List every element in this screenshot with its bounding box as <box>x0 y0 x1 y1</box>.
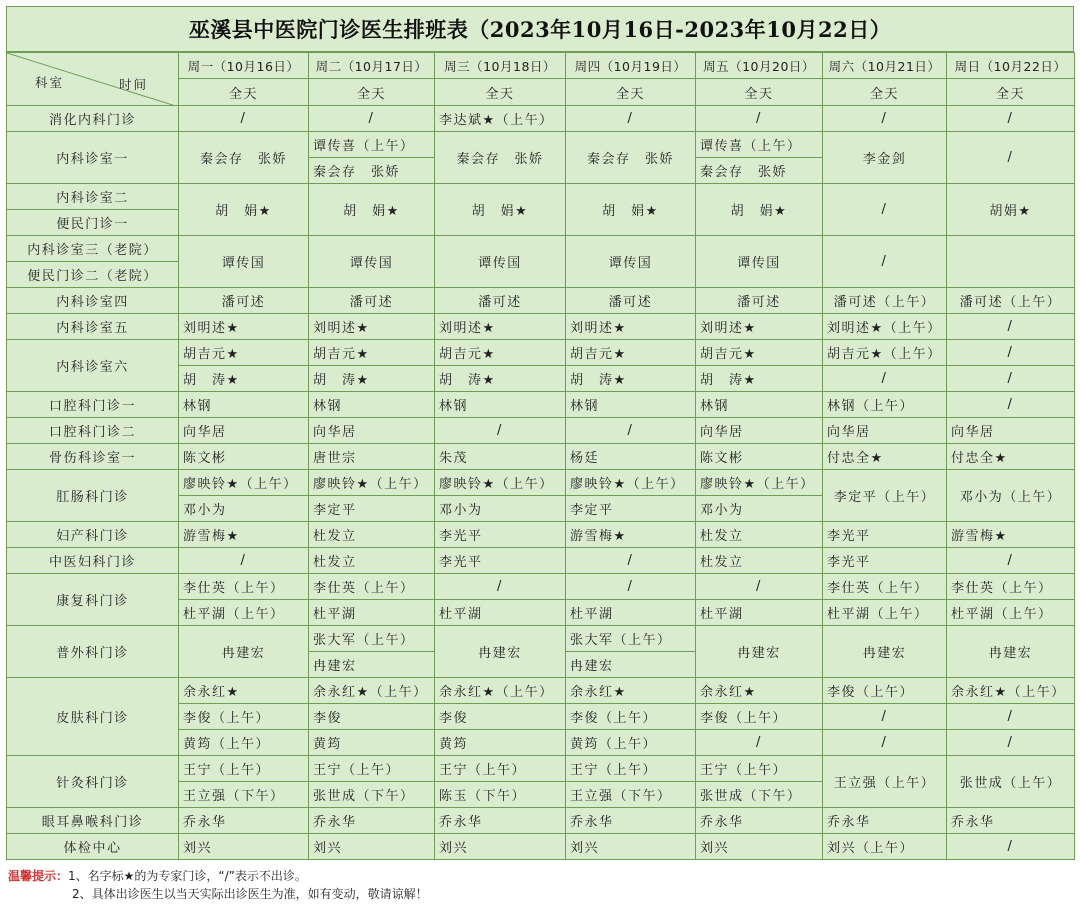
cell-gc_a-wed: 廖映铃★（上午） <box>435 470 566 496</box>
cell-tj-fri: 刘兴 <box>696 834 823 860</box>
cell-pf_a-wed: 余永红★（上午） <box>435 678 566 704</box>
cell-kq2-sun: 向华居 <box>947 418 1075 444</box>
cell-zyfk-sun: / <box>947 548 1075 574</box>
dept-nk2: 内科诊室二 <box>7 184 179 210</box>
period-header-thu: 全天 <box>566 79 696 106</box>
cell-nk4-thu: 潘可述 <box>566 288 696 314</box>
cell-nk5-tue: 刘明述★ <box>309 314 435 340</box>
dept-ebh: 眼耳鼻喉科门诊 <box>7 808 179 834</box>
cell-nk6_b-mon: 胡 涛★ <box>179 366 309 392</box>
cell-tj-sun: / <box>947 834 1075 860</box>
cell-gc_b-tue: 李定平 <box>309 496 435 522</box>
period-header-wed: 全天 <box>435 79 566 106</box>
cell-zj_b-mon: 王立强（下午） <box>179 782 309 808</box>
dept-bm1: 便民门诊一 <box>7 210 179 236</box>
cell-nk6_a-sun: / <box>947 340 1075 366</box>
cell-nk6_b-wed: 胡 涛★ <box>435 366 566 392</box>
cell-gc-sat: 李定平（上午） <box>823 470 947 522</box>
cell-zj_a-tue: 王宁（上午） <box>309 756 435 782</box>
note-text-1: 1、名字标★的为专家门诊，“/”表示不出诊。 <box>68 869 307 883</box>
dept-fc: 妇产科门诊 <box>7 522 179 548</box>
cell-kf_b-mon: 杜平湖（上午） <box>179 600 309 626</box>
table-row <box>7 184 1075 210</box>
cell-zyfk-fri: 杜发立 <box>696 548 823 574</box>
cell-fc-fri: 杜发立 <box>696 522 823 548</box>
cell-nk2-thu: 胡 娟★ <box>566 184 696 236</box>
cell-zyfk-tue: 杜发立 <box>309 548 435 574</box>
period-header-fri: 全天 <box>696 79 823 106</box>
day-header-thu: 周四（10月19日） <box>566 53 696 79</box>
note-line-1 <box>8 867 1074 885</box>
cell-nk6_b-fri: 胡 涛★ <box>696 366 823 392</box>
cell-nk1-mon: 秦会存 张娇 <box>179 132 309 184</box>
cell-zj_a-wed: 王宁（上午） <box>435 756 566 782</box>
cell-fc-sat: 李光平 <box>823 522 947 548</box>
cell-nk1-sat: 李金剑 <box>823 132 947 184</box>
cell-kf_b-sun: 杜平湖（上午） <box>947 600 1075 626</box>
cell-ebh-tue: 乔永华 <box>309 808 435 834</box>
diagonal-line <box>7 53 179 106</box>
table-row <box>7 288 1075 314</box>
cell-kq1-mon: 林钢 <box>179 392 309 418</box>
cell-nk3-thu: 谭传国 <box>566 236 696 288</box>
cell-nk1-tue-b: 秦会存 张娇 <box>309 158 435 184</box>
cell-ebh-sat: 乔永华 <box>823 808 947 834</box>
cell-nk5-wed: 刘明述★ <box>435 314 566 340</box>
cell-gs-sat: 付忠全★ <box>823 444 947 470</box>
cell-nk5-sun: / <box>947 314 1075 340</box>
period-header-mon: 全天 <box>179 79 309 106</box>
dept-nk4: 内科诊室四 <box>7 288 179 314</box>
cell-r1-sat: / <box>823 106 947 132</box>
cell-pf_b-wed: 李俊 <box>435 704 566 730</box>
table-row <box>7 834 1075 860</box>
period-header-sun: 全天 <box>947 79 1075 106</box>
cell-zj_b-thu: 王立强（下午） <box>566 782 696 808</box>
cell-nk5-sat: 刘明述★（上午） <box>823 314 947 340</box>
cell-pf_a-thu: 余永红★ <box>566 678 696 704</box>
cell-ebh-sun: 乔永华 <box>947 808 1075 834</box>
cell-gc_a-fri: 廖映铃★（上午） <box>696 470 823 496</box>
cell-zj_b-tue: 张世成（下午） <box>309 782 435 808</box>
cell-kf_a-sun: 李仕英（上午） <box>947 574 1075 600</box>
schedule-table <box>6 52 1075 860</box>
cell-kq2-thu: / <box>566 418 696 444</box>
cell-zyfk-wed: 李光平 <box>435 548 566 574</box>
cell-kq1-sat: 林钢（上午） <box>823 392 947 418</box>
cell-pf_b-sat: / <box>823 704 947 730</box>
table-row <box>7 418 1075 444</box>
cell-kq2-tue: 向华居 <box>309 418 435 444</box>
day-header-wed: 周三（10月18日） <box>435 53 566 79</box>
cell-pf_b-thu: 李俊（上午） <box>566 704 696 730</box>
cell-fc-sun: 游雪梅★ <box>947 522 1075 548</box>
table-row <box>7 236 1075 262</box>
cell-pw-tue-a: 张大军（上午） <box>309 626 435 652</box>
cell-nk4-mon: 潘可述 <box>179 288 309 314</box>
day-header-fri: 周五（10月20日） <box>696 53 823 79</box>
cell-ebh-mon: 乔永华 <box>179 808 309 834</box>
dept-gc: 肛肠科门诊 <box>7 470 179 522</box>
table-row <box>7 574 1075 600</box>
cell-pf_c-mon: 黄筠（上午） <box>179 730 309 756</box>
dept-pw: 普外科门诊 <box>7 626 179 678</box>
cell-zyfk-thu: / <box>566 548 696 574</box>
cell-pf_a-sun: 余永红★（上午） <box>947 678 1075 704</box>
cell-fc-thu: 游雪梅★ <box>566 522 696 548</box>
cell-tj-thu: 刘兴 <box>566 834 696 860</box>
table-row <box>7 470 1075 496</box>
table-row <box>7 340 1075 366</box>
cell-nk4-fri: 潘可述 <box>696 288 823 314</box>
table-row <box>7 756 1075 782</box>
cell-nk3-fri: 谭传国 <box>696 236 823 288</box>
cell-pf_c-sat: / <box>823 730 947 756</box>
cell-zyfk-mon: / <box>179 548 309 574</box>
dept-bm2: 便民门诊二（老院） <box>7 262 179 288</box>
table-row <box>7 522 1075 548</box>
cell-nk3-sun <box>947 236 1075 288</box>
cell-nk1-wed: 秦会存 张娇 <box>435 132 566 184</box>
cell-gc_b-thu: 李定平 <box>566 496 696 522</box>
cell-nk2-fri: 胡 娟★ <box>696 184 823 236</box>
cell-nk6_a-thu: 胡吉元★ <box>566 340 696 366</box>
dept-zj: 针灸科门诊 <box>7 756 179 808</box>
table-row <box>7 444 1075 470</box>
cell-kq2-mon: 向华居 <box>179 418 309 444</box>
cell-pw-tue-b: 冉建宏 <box>309 652 435 678</box>
cell-pw-fri: 冉建宏 <box>696 626 823 678</box>
period-header-sat: 全天 <box>823 79 947 106</box>
period-header-tue: 全天 <box>309 79 435 106</box>
cell-gc_a-thu: 廖映铃★（上午） <box>566 470 696 496</box>
cell-nk6_a-tue: 胡吉元★ <box>309 340 435 366</box>
table-row <box>7 808 1075 834</box>
note-line-2: 2、具体出诊医生以当天实际出诊医生为准，如有变动，敬请谅解！ <box>72 887 428 901</box>
cell-ebh-wed: 乔永华 <box>435 808 566 834</box>
cell-pw-thu-a: 张大军（上午） <box>566 626 696 652</box>
cell-kf_a-wed: / <box>435 574 566 600</box>
cell-kq1-thu: 林钢 <box>566 392 696 418</box>
cell-zyfk-sat: 李光平 <box>823 548 947 574</box>
cell-r1-wed: 李达斌★（上午） <box>435 106 566 132</box>
cell-gs-thu: 杨廷 <box>566 444 696 470</box>
cell-pf_a-fri: 余永红★ <box>696 678 823 704</box>
cell-fc-wed: 李光平 <box>435 522 566 548</box>
dept-nk6: 内科诊室六 <box>7 340 179 392</box>
cell-gc_b-wed: 邓小为 <box>435 496 566 522</box>
cell-nk5-fri: 刘明述★ <box>696 314 823 340</box>
cell-kq2-sat: 向华居 <box>823 418 947 444</box>
cell-zj_b-wed: 陈玉（下午） <box>435 782 566 808</box>
dept-nk3: 内科诊室三（老院） <box>7 236 179 262</box>
cell-pf_c-wed: 黄筠 <box>435 730 566 756</box>
cell-nk4-tue: 潘可述 <box>309 288 435 314</box>
cell-nk4-wed: 潘可述 <box>435 288 566 314</box>
cell-zj-sun: 张世成（上午） <box>947 756 1075 808</box>
cell-pf_b-sun: / <box>947 704 1075 730</box>
notes-label: 温馨提示： <box>8 869 69 883</box>
corner-time-label: 时间 <box>119 77 149 92</box>
cell-gs-mon: 陈文彬 <box>179 444 309 470</box>
dept-nk1: 内科诊室一 <box>7 132 179 184</box>
cell-gc_a-mon: 廖映铃★（上午） <box>179 470 309 496</box>
table-row <box>7 392 1075 418</box>
cell-pf_b-fri: 李俊（上午） <box>696 704 823 730</box>
dept-kf: 康复科门诊 <box>7 574 179 626</box>
table-row <box>7 548 1075 574</box>
cell-nk3-mon: 谭传国 <box>179 236 309 288</box>
dept-pf: 皮肤科门诊 <box>7 678 179 756</box>
cell-kf_a-fri: / <box>696 574 823 600</box>
dept-kq2: 口腔科门诊二 <box>7 418 179 444</box>
table-row <box>7 678 1075 704</box>
cell-nk1-fri-b: 秦会存 张娇 <box>696 158 823 184</box>
cell-kf_b-fri: 杜平湖 <box>696 600 823 626</box>
cell-pw-sun: 冉建宏 <box>947 626 1075 678</box>
cell-nk1-sun: / <box>947 132 1075 184</box>
notes <box>8 867 1074 903</box>
cell-pf_c-sun: / <box>947 730 1075 756</box>
cell-pw-mon: 冉建宏 <box>179 626 309 678</box>
cell-pf_c-tue: 黄筠 <box>309 730 435 756</box>
cell-fc-tue: 杜发立 <box>309 522 435 548</box>
cell-nk6_b-sun: / <box>947 366 1075 392</box>
cell-kq2-fri: 向华居 <box>696 418 823 444</box>
cell-nk1-thu: 秦会存 张娇 <box>566 132 696 184</box>
dept-gs: 骨伤科诊室一 <box>7 444 179 470</box>
dept-zyfk: 中医妇科门诊 <box>7 548 179 574</box>
cell-kq1-tue: 林钢 <box>309 392 435 418</box>
day-header-tue: 周二（10月17日） <box>309 53 435 79</box>
cell-nk5-thu: 刘明述★ <box>566 314 696 340</box>
cell-kq2-wed: / <box>435 418 566 444</box>
dept-nk5: 内科诊室五 <box>7 314 179 340</box>
cell-r1-fri: / <box>696 106 823 132</box>
cell-fc-mon: 游雪梅★ <box>179 522 309 548</box>
cell-nk6_a-fri: 胡吉元★ <box>696 340 823 366</box>
cell-nk2-sat: / <box>823 184 947 236</box>
cell-kq1-sun: / <box>947 392 1075 418</box>
cell-gs-tue: 唐世宗 <box>309 444 435 470</box>
cell-pf_a-tue: 余永红★（上午） <box>309 678 435 704</box>
cell-pf_c-fri: / <box>696 730 823 756</box>
cell-kf_a-tue: 李仕英（上午） <box>309 574 435 600</box>
cell-nk4-sun: 潘可述（上午） <box>947 288 1075 314</box>
cell-r1-thu: / <box>566 106 696 132</box>
cell-zj_a-mon: 王宁（上午） <box>179 756 309 782</box>
cell-gc_b-mon: 邓小为 <box>179 496 309 522</box>
cell-pw-sat: 冉建宏 <box>823 626 947 678</box>
corner-header <box>7 53 179 106</box>
dept-kq1: 口腔科门诊一 <box>7 392 179 418</box>
cell-pf_c-thu: 黄筠（上午） <box>566 730 696 756</box>
cell-nk4-sat: 潘可述（上午） <box>823 288 947 314</box>
day-header-sun: 周日（10月22日） <box>947 53 1075 79</box>
cell-r1-sun: / <box>947 106 1075 132</box>
cell-tj-sat: 刘兴（上午） <box>823 834 947 860</box>
cell-nk5-mon: 刘明述★ <box>179 314 309 340</box>
cell-nk2-wed: 胡 娟★ <box>435 184 566 236</box>
cell-nk6_b-thu: 胡 涛★ <box>566 366 696 392</box>
cell-r1-tue: / <box>309 106 435 132</box>
table-row <box>7 132 1075 158</box>
cell-kf_a-mon: 李仕英（上午） <box>179 574 309 600</box>
cell-gc-sun: 邓小为（上午） <box>947 470 1075 522</box>
cell-ebh-thu: 乔永华 <box>566 808 696 834</box>
cell-r1-mon: / <box>179 106 309 132</box>
day-header-sat: 周六（10月21日） <box>823 53 947 79</box>
cell-nk6_a-sat: 胡吉元★（上午） <box>823 340 947 366</box>
cell-kf_b-thu: 杜平湖 <box>566 600 696 626</box>
cell-zj_b-fri: 张世成（下午） <box>696 782 823 808</box>
cell-nk1-fri-a: 谭传喜（上午） <box>696 132 823 158</box>
cell-nk6_b-tue: 胡 涛★ <box>309 366 435 392</box>
page-title: 巫溪县中医院门诊医生排班表（2023年10月16日-2023年10月22日） <box>6 6 1074 52</box>
cell-nk3-sat: / <box>823 236 947 288</box>
cell-tj-tue: 刘兴 <box>309 834 435 860</box>
cell-nk2-sun: 胡娟★ <box>947 184 1075 236</box>
table-row <box>7 314 1075 340</box>
cell-nk3-wed: 谭传国 <box>435 236 566 288</box>
day-header-mon: 周一（10月16日） <box>179 53 309 79</box>
cell-kq1-wed: 林钢 <box>435 392 566 418</box>
cell-tj-wed: 刘兴 <box>435 834 566 860</box>
cell-pf_a-mon: 余永红★ <box>179 678 309 704</box>
cell-gs-sun: 付忠全★ <box>947 444 1075 470</box>
cell-ebh-fri: 乔永华 <box>696 808 823 834</box>
table-row <box>7 106 1075 132</box>
cell-nk3-tue: 谭传国 <box>309 236 435 288</box>
cell-nk6_a-wed: 胡吉元★ <box>435 340 566 366</box>
cell-zj_a-fri: 王宁（上午） <box>696 756 823 782</box>
cell-zj-sat: 王立强（上午） <box>823 756 947 808</box>
cell-gc_b-fri: 邓小为 <box>696 496 823 522</box>
cell-gs-wed: 朱茂 <box>435 444 566 470</box>
cell-kf_a-sat: 李仕英（上午） <box>823 574 947 600</box>
cell-kq1-fri: 林钢 <box>696 392 823 418</box>
cell-pw-thu-b: 冉建宏 <box>566 652 696 678</box>
corner-dept-label: 科室 <box>35 75 65 90</box>
cell-pw-wed: 冉建宏 <box>435 626 566 678</box>
table-row <box>7 53 1075 79</box>
cell-nk2-mon: 胡 娟★ <box>179 184 309 236</box>
cell-kf_b-wed: 杜平湖 <box>435 600 566 626</box>
cell-zj_a-thu: 王宁（上午） <box>566 756 696 782</box>
cell-pf_b-mon: 李俊（上午） <box>179 704 309 730</box>
cell-gs-fri: 陈文彬 <box>696 444 823 470</box>
cell-nk1-tue-a: 谭传喜（上午） <box>309 132 435 158</box>
cell-gc_a-tue: 廖映铃★（上午） <box>309 470 435 496</box>
cell-nk6_a-mon: 胡吉元★ <box>179 340 309 366</box>
cell-nk6_b-sat: / <box>823 366 947 392</box>
cell-kf_a-thu: / <box>566 574 696 600</box>
cell-nk2-tue: 胡 娟★ <box>309 184 435 236</box>
cell-kf_b-tue: 杜平湖 <box>309 600 435 626</box>
cell-pf_a-sat: 李俊（上午） <box>823 678 947 704</box>
cell-pf_b-tue: 李俊 <box>309 704 435 730</box>
cell-tj-mon: 刘兴 <box>179 834 309 860</box>
cell-kf_b-sat: 杜平湖（上午） <box>823 600 947 626</box>
dept-tj: 体检中心 <box>7 834 179 860</box>
table-row <box>7 626 1075 652</box>
dept-xiaohua: 消化内科门诊 <box>7 106 179 132</box>
